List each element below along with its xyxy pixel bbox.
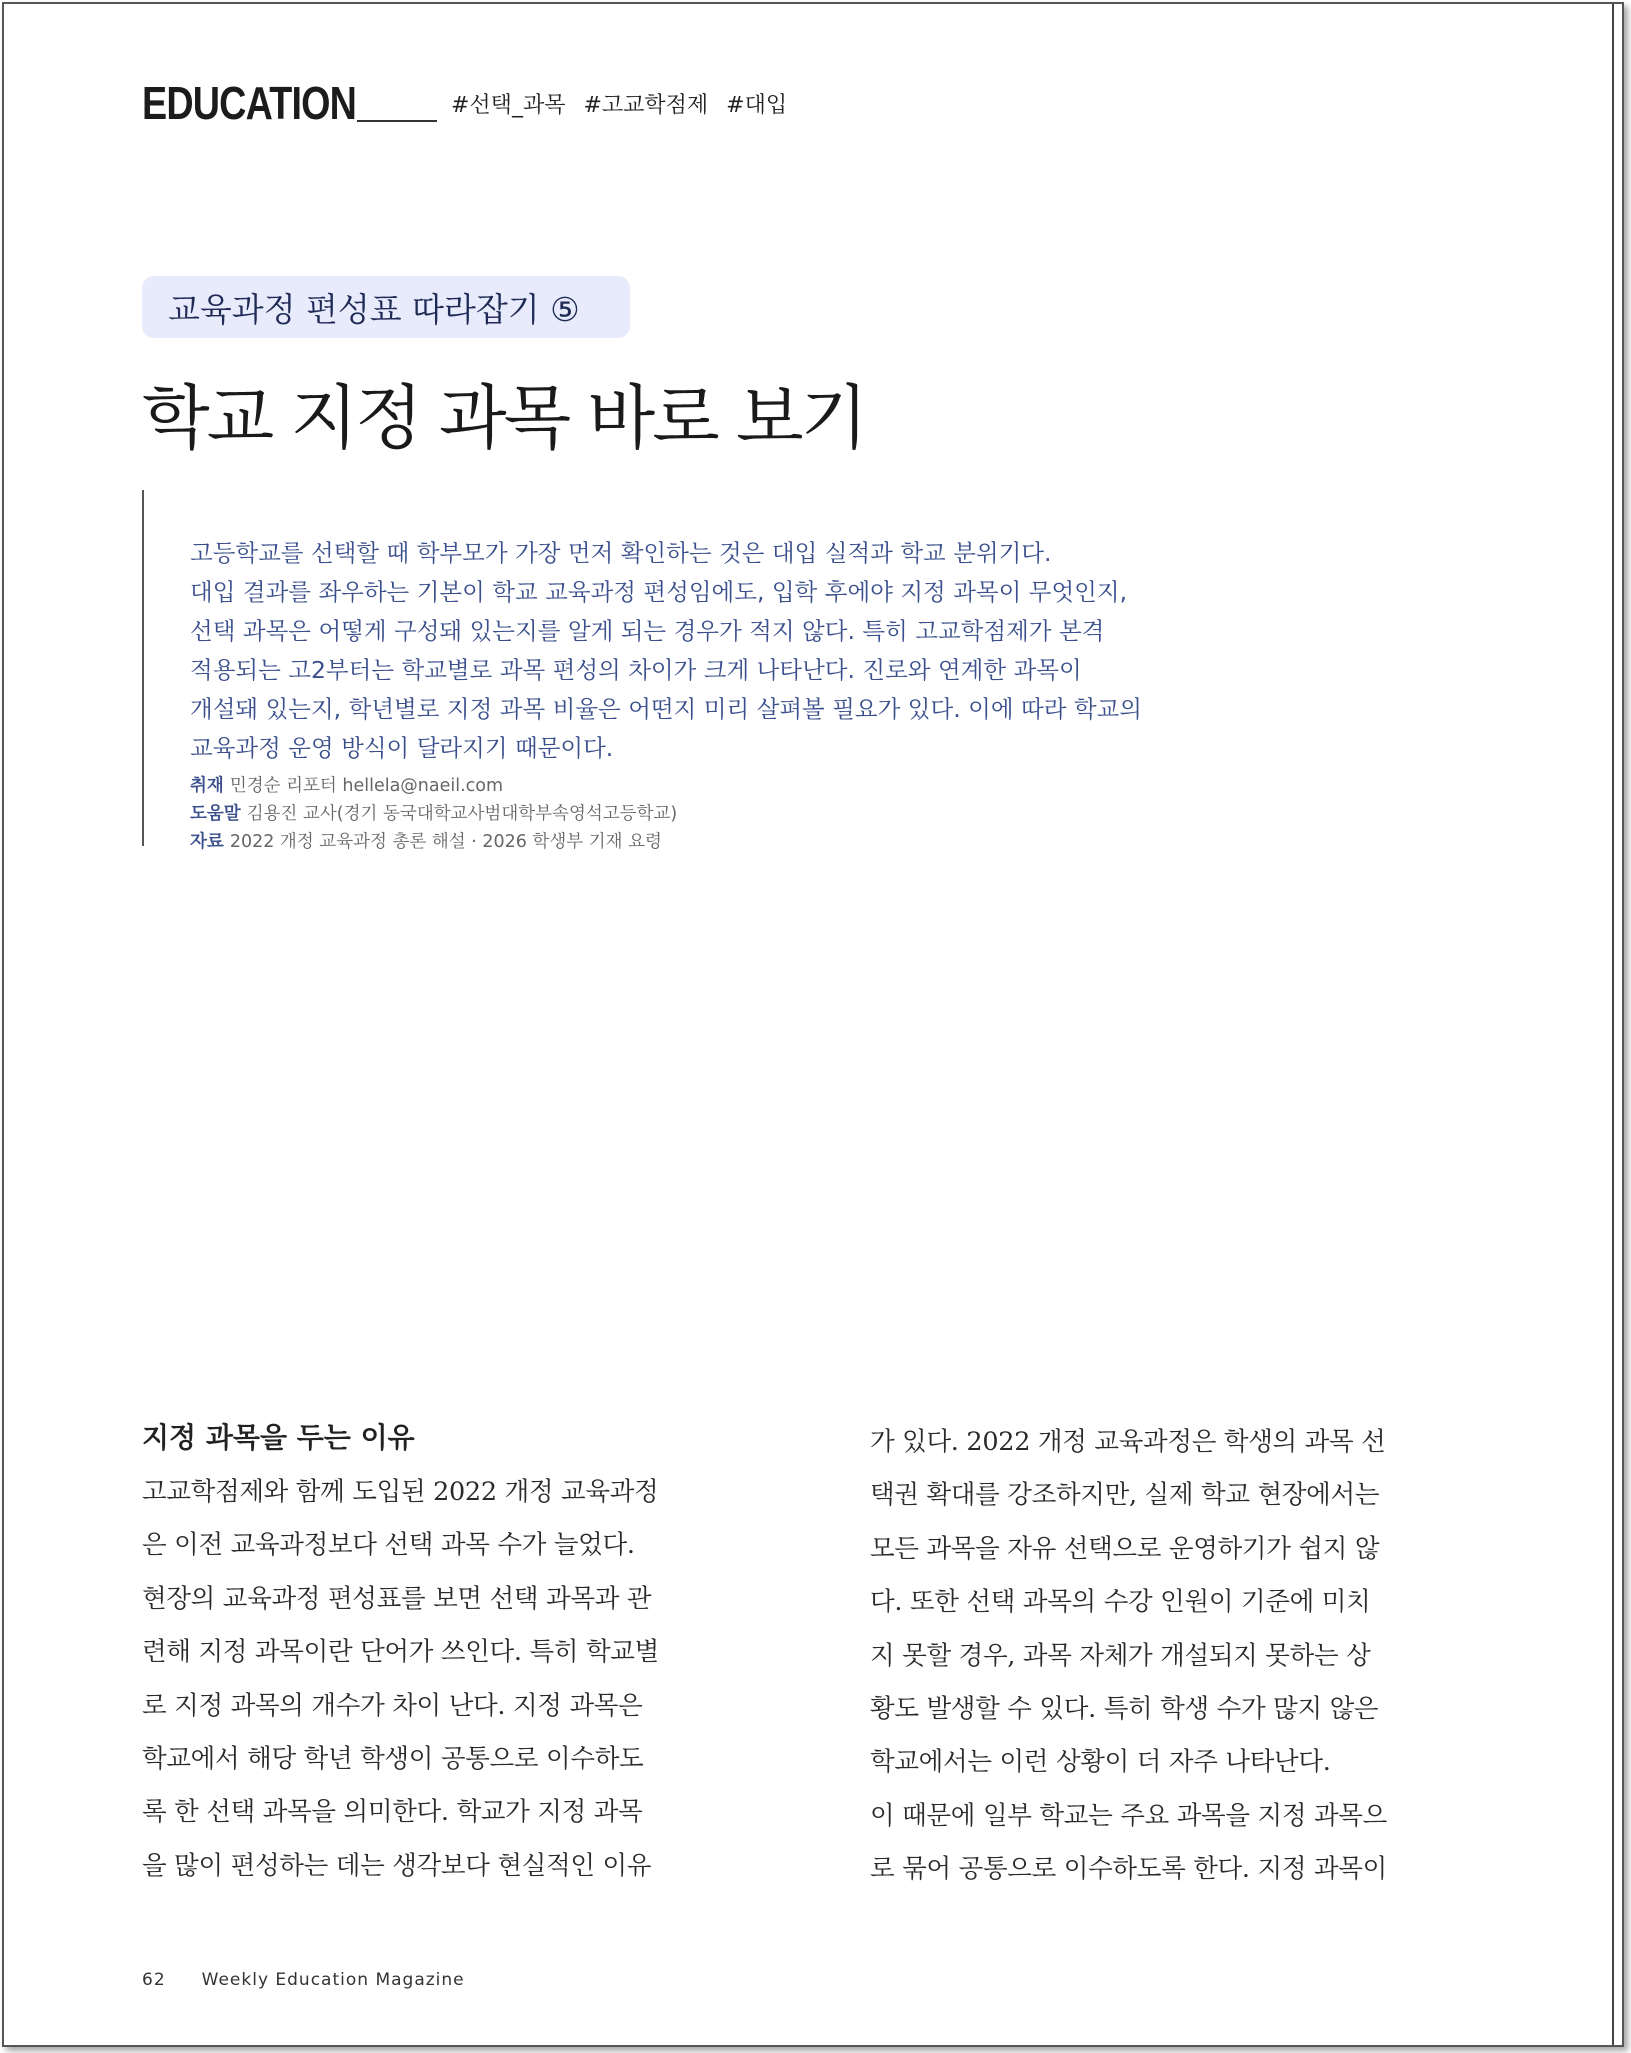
body-line: 황도 발생할 수 있다. 특히 학생 수가 많지 않은: [870, 1694, 1379, 1725]
body-line: 고교학점제와 함께 도입된 2022 개정 교육과정: [142, 1477, 659, 1507]
credit-label: 취재: [190, 776, 224, 796]
body-column-left: [142, 1412, 722, 1893]
page-footer: [142, 1970, 465, 1990]
credit-line: [190, 828, 1202, 856]
lead-line: 개설돼 있는지, 학년별로 지정 과목 비율은 어떤지 미리 살펴볼 필요가 있다. 이에 따라 학교의: [190, 695, 1142, 723]
body-line: 가 있다. 2022 개정 교육과정은 학생의 과목 선: [870, 1427, 1386, 1457]
body-line: 학교에서 해당 학년 학생이 공통으로 이수하도: [142, 1744, 644, 1775]
lead-line: 교육과정 운영 방식이 달라지기 때문이다.: [190, 734, 614, 762]
lead-line: 고등학교를 선택할 때 학부모가 가장 먼저 확인하는 것은 대입 실적과 학교 분위기다.: [190, 539, 1052, 567]
body-line: 은 이전 교육과정보다 선택 과목 수가 늘었다.: [142, 1530, 635, 1561]
credit-value: 2022 개정 교육과정 총론 해설 · 2026 학생부 기재 요령: [229, 832, 662, 852]
tag: #선택_과목: [451, 92, 566, 118]
body-line: 모든 과목을 자유 선택으로 운영하기가 쉽지 않: [870, 1533, 1380, 1564]
credit-label: 자료: [190, 832, 224, 852]
page-number: 62: [142, 1970, 166, 1990]
body-line: 현장의 교육과정 편성표를 보면 선택 과목과 관: [142, 1583, 652, 1614]
body-line: 을 많이 편성하는 데는 생각보다 현실적인 이유: [142, 1850, 652, 1881]
body-line: 련해 지정 과목이란 단어가 쓰인다. 특히 학교별: [142, 1637, 659, 1668]
body-line: 지 못할 경우, 과목 자체가 개설되지 못하는 상: [870, 1640, 1371, 1671]
lead-line: 선택 과목은 어떻게 구성돼 있는지를 알게 되는 경우가 적지 않다. 특히 고교학점제가 본격: [190, 617, 1105, 645]
credit-value: 민경순 리포터 hellela@naeil.com: [229, 776, 504, 796]
body-line: 이 때문에 일부 학교는 주요 과목을 지정 과목으: [870, 1800, 1387, 1831]
page-header: [142, 78, 787, 128]
credit-label: 도움말: [190, 804, 241, 824]
tag: #고교학점제: [583, 92, 709, 118]
body-line: 학교에서는 이런 상황이 더 자주 나타난다.: [870, 1747, 1331, 1778]
lead-block: [142, 490, 1202, 852]
header-rule: [357, 120, 437, 122]
body-line: 다. 또한 선택 과목의 수강 인원이 기준에 미치: [870, 1587, 1371, 1618]
body-line: 로 묶어 공통으로 이수하도록 한다. 지정 과목이: [870, 1854, 1387, 1885]
lead-line: 적용되는 고2부터는 학교별로 과목 편성의 차이가 크게 나타난다. 진로와 연계한 과목이: [190, 656, 1082, 684]
body-line: 록 한 선택 과목을 의미한다. 학교가 지정 과목: [142, 1797, 643, 1828]
body-column-right: [870, 1412, 1450, 1897]
credit-value: 김용진 교사(경기 동국대학교사범대학부속영석고등학교): [246, 804, 678, 824]
lead-line: 대입 결과를 좌우하는 기본이 학교 교육과정 편성임에도, 입학 후에야 지정 과목이 무엇인지,: [190, 578, 1128, 606]
credits: [190, 772, 1202, 856]
body-line: 로 지정 과목의 개수가 차이 난다. 지정 과목은: [142, 1690, 643, 1721]
credit-line: [190, 800, 1202, 828]
magazine-name: Weekly Education Magazine: [201, 1970, 465, 1990]
section-name: EDUCATION: [142, 77, 357, 129]
credit-line: [190, 772, 1202, 800]
body-line: 택권 확대를 강조하지만, 실제 학교 현장에서는: [870, 1480, 1380, 1511]
article-title: 학교 지정 과목 바로 보기: [142, 377, 866, 459]
series-label: 교육과정 편성표 따라잡기 ⑤: [142, 276, 630, 338]
tag-list: [451, 88, 787, 119]
gutter-line: [1612, 4, 1614, 2045]
section-subheading: 지정 과목을 두는 이유: [142, 1421, 415, 1454]
tag: #대입: [726, 92, 788, 118]
